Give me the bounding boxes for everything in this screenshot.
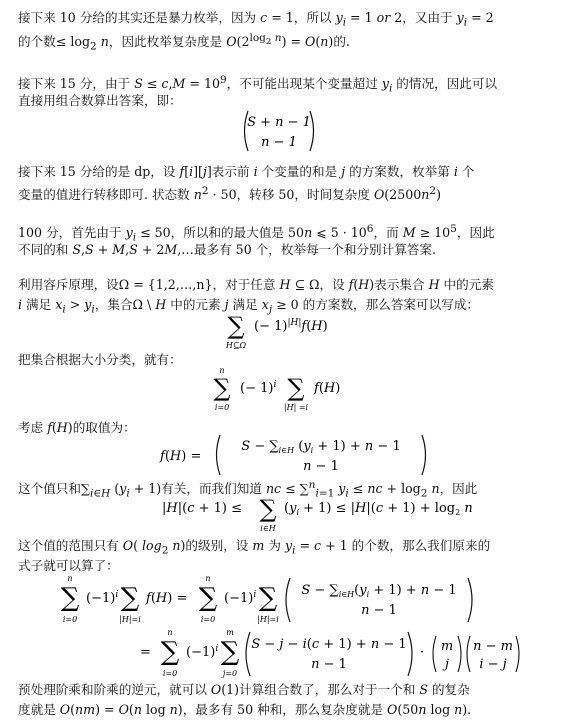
svg-text:∑: ∑ (259, 495, 277, 523)
svg-text:f(H) =: f(H) = (160, 449, 202, 464)
paragraph-line: 这个值只和$\sum_{i\in H}$ $(y_i + 1)$有关，而我们知道 nc ≤ ∑$^n_{i=1}$ $y_i$ ≤ nc + $\log_2 n$，因此 (18, 479, 478, 500)
svg-text:∑: ∑ (60, 583, 80, 613)
svg-text:(− 1)i: (− 1)$^i$ (240, 380, 277, 396)
paragraph-line: i 满足 $x_i > y_i$，集合Ω \ H 中的元素 j 满足 $x_j \ge 0$ 的方案数，那么答案可以写成： (18, 297, 479, 316)
paragraph-line: 变量的值进行转移即可. 状态数 $n^2 \cdot 50$，转移 50，时间复杂度 $O(2500n^2)$ (18, 185, 441, 203)
paragraph-line: 直接用组合数算出答案，即： (18, 93, 182, 108)
svg-text:=: = (140, 645, 151, 660)
svg-text:(− 1)|H|f(H): (− 1)$^{|H|}$f(H) (254, 318, 328, 334)
svg-text:S − ∑i∈H(yi + 1) + n − 1: $S - \sum_{i\in H}(y_i + 1) + n - 1$ (301, 583, 457, 599)
svg-text:f(H) =: f(H) = (146, 591, 188, 606)
svg-text:j: j (444, 657, 450, 672)
bound-inequality (162, 494, 473, 534)
svg-text:·: · (420, 645, 425, 660)
svg-text:|H|=i: |H|=i (119, 615, 141, 624)
paragraph-line: 不同的和 S,S + M,S + 2M,…最多有 50 个，枚举每一个和分别计算答案. (18, 242, 437, 257)
svg-text:|H| =i: |H| =i (283, 403, 309, 412)
paragraph-line: 把集合根据大小分类，就有： (18, 352, 182, 367)
svg-text:n − 1: n − 1 (261, 135, 297, 150)
svg-text:m: m (226, 628, 234, 637)
paragraph-line: 接下来 15 分，由于 $S \le c,M = 10^9$，不可能出现某个变量超过 $y_i$ 的情况，因此可以 (18, 74, 498, 95)
svg-text:(−1)i: $(-1)^i$ (186, 644, 219, 660)
svg-text:(−1)i: $(-1)^i$ (86, 590, 119, 606)
svg-text:(−1)i: $(-1)^i$ (224, 590, 257, 606)
svg-text:f(H): f(H) (314, 381, 341, 396)
svg-text:n − 1: n − 1 (311, 657, 347, 672)
svg-text:S − ∑i∈H (yi + 1) + n − 1: $S - \sum_{i\in H}$ $(y_i + 1) + n - 1$ (241, 439, 401, 455)
fh-equation (160, 432, 430, 478)
svg-text:n − 1: n − 1 (361, 603, 397, 618)
svg-text:∑: ∑ (220, 637, 240, 667)
paragraph-line: 利用容斥原理，设Ω = {1,2,…,n}，对于任意 H ⊆ Ω，设 f(H)表示集合 H 中的元素 (18, 277, 494, 292)
svg-text:(yi + 1) ≤ |H|(c + 1) + log2 n: $(y_i + 1) \le |H|(c + 1) + \log_2 n$ (284, 501, 473, 517)
svg-text:∑: ∑ (213, 374, 231, 402)
paragraph-line: 接下来 10 分给的其实还是暴力枚举，因为 c = 1，所以 $y_i = 1$ or 2，又由于 $y_i = 2$ (18, 10, 494, 29)
paragraph-line: 接下来 15 分给的是 dp，设 f[i][j]表示前 i 个变量的和是 j 的方案数，枚举第 i 个 (18, 164, 475, 179)
svg-text:j=0: j=0 (222, 669, 238, 678)
svg-text:i=0: i=0 (200, 615, 216, 624)
svg-text:n: n (67, 574, 73, 583)
binomial-equation (240, 108, 320, 154)
svg-text:∑: ∑ (287, 374, 305, 402)
svg-text:S + n − 1: S + n − 1 (247, 115, 311, 130)
svg-text:n − m: n − m (473, 639, 513, 654)
svg-text:n: n (205, 574, 211, 583)
svg-text:∑: ∑ (198, 583, 218, 613)
paragraph-line: 式子就可以算了： (18, 558, 119, 573)
paragraph-line: 考虑 f(H)的取值为： (18, 420, 136, 435)
svg-text:i=0: i=0 (214, 403, 230, 412)
svg-text:|H|(c + 1) ≤: |H|(c + 1) ≤ (162, 501, 242, 516)
svg-text:∑: ∑ (227, 312, 245, 340)
grouped-sum (210, 364, 380, 416)
paragraph-line: 100 分，首先由于 $y_i \le 50$，所以和的最大值是 50n ⩽ $5 \cdot 10^6$，而 $M \ge 10^5$，因此 (18, 223, 495, 244)
svg-text:∑: ∑ (120, 583, 140, 613)
derivation-line-2 (140, 626, 560, 682)
svg-text:i − j: i − j (479, 657, 507, 672)
svg-text:∑: ∑ (258, 583, 278, 613)
paragraph-line: 度就是 O(nm) = O(n log n)，最多有 50 种和，那么复杂度就是 O(50n log n). (18, 702, 472, 717)
svg-text:m: m (440, 639, 454, 654)
svg-text:∑: ∑ (160, 637, 180, 667)
paragraph-line: 预处理阶乘和阶乘的逆元，就可以 O(1)计算组合数了，那么对于一个和 S 的复杂 (18, 682, 470, 697)
svg-text:H⊆Ω: H⊆Ω (225, 341, 247, 350)
paragraph-line: 这个值的范围只有 O( $\log_2 n$)的级别，设 m 为 $y_i = c + 1$ 的个数，那么我们原来的 (18, 538, 491, 557)
inclusion-exclusion-sum (224, 310, 374, 352)
paragraph-line: 的个数≤ $\log_2 n$，因此枚举复杂度是 $O(2^{log_2 n}) = O(n)$的. (18, 32, 350, 53)
svg-text:i=0: i=0 (62, 615, 78, 624)
svg-text:n: n (167, 628, 173, 637)
svg-text:i=0: i=0 (162, 669, 178, 678)
svg-text:n: n (219, 366, 225, 375)
svg-text:n − 1: n − 1 (303, 459, 339, 474)
svg-text:S − j − i(c + 1) + n − 1: S − j − i(c + 1) + n − 1 (251, 637, 407, 652)
derivation-line-1 (58, 572, 478, 628)
svg-text:|H|=i: |H|=i (257, 615, 279, 624)
svg-text:i∈H: i∈H (260, 524, 276, 533)
